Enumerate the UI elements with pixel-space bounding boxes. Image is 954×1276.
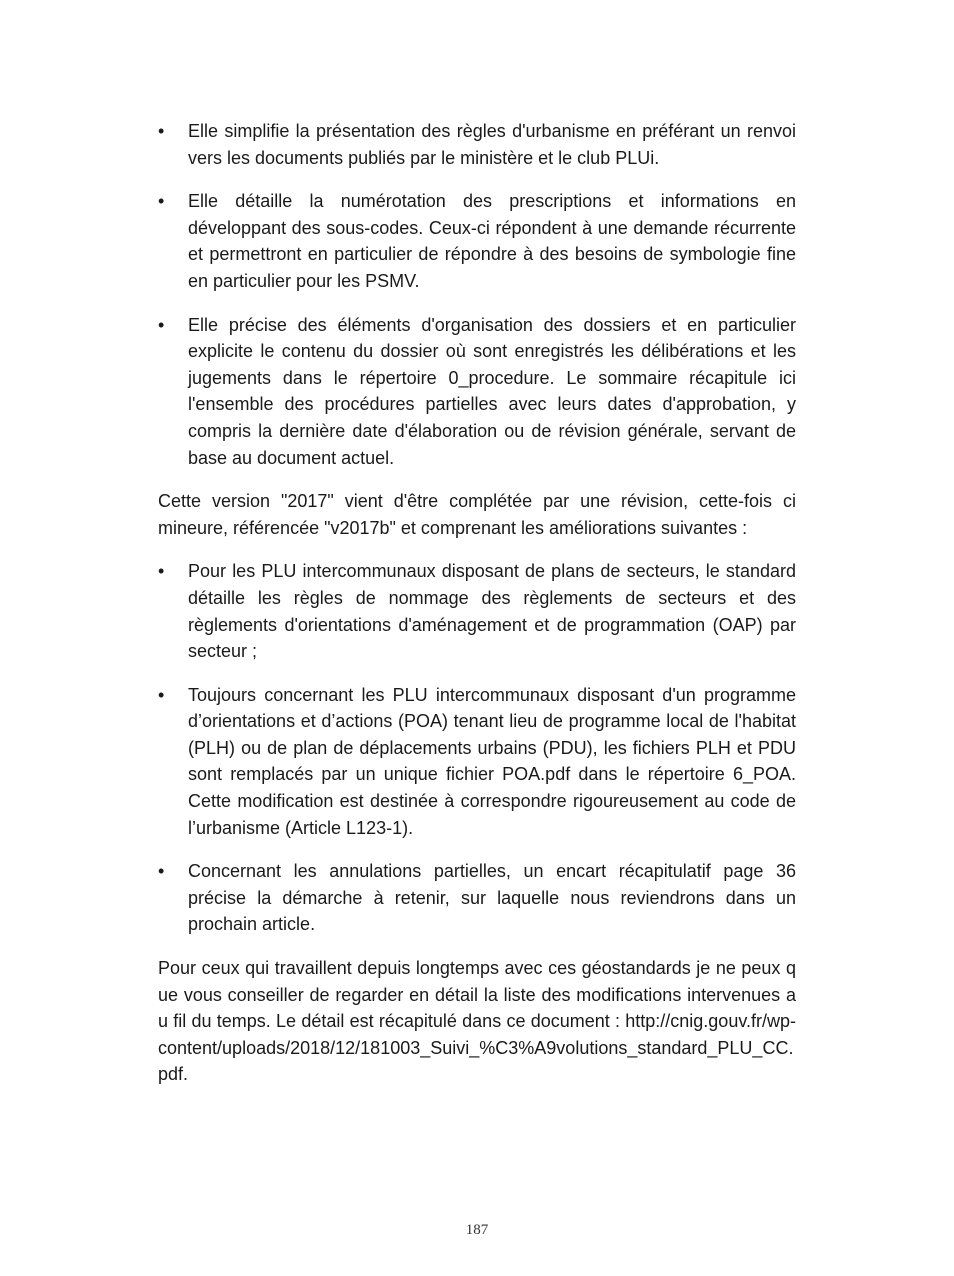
list-item [158, 188, 796, 294]
bullet-icon: • [158, 561, 165, 582]
bullet-list-improvements [158, 558, 796, 938]
list-item-text: Elle simplifie la présentation des règles d'urbanisme en préférant un renvoi vers les documents publiés par le ministère et le club PLUi. [188, 121, 796, 168]
list-item-text: Toujours concernant les PLU intercommunaux disposant d'un programme d’orientations et d’actions (POA) tenant lieu de programme local de l'habitat (PLH) ou de plan de déplacements urbains (PDU), les fichiers PLH et PDU sont remplacés par un unique fichier POA.pdf dans le répertoire 6_POA. Cette modification est destinée à correspondre rigoureusement au code de l’urbanisme (Article L123-1). [188, 684, 796, 838]
intro-paragraph: Cette version "2017" vient d'être complétée par une révision, cette-fois ci mineure, référencée "v2017b" et comprenant les améliorations suivantes : [158, 491, 796, 538]
list-item-text: Elle détaille la numérotation des prescriptions et informations en développant des sous-codes. Ceux-ci répondent à une demande récurrente et permettront en particulier de répondre à des besoins de symbologie fine en particulier pour les PSMV. [188, 191, 796, 291]
closing-paragraph: Pour ceux qui travaillent depuis longtemps avec ces géostandards je ne peux que vous conseiller de regarder en détail la liste des modifications intervenues au fil du temps. Le détail est récapitulé dans ce document : http://cnig.gouv.fr/wp-content/uploads/2018/12/181003_Suivi_%C3%A9volutions_standard_PLU_CC.pdf. [158, 958, 796, 1085]
list-item [158, 858, 796, 938]
list-item-text: Elle précise des éléments d'organisation des dossiers et en particulier explicite le contenu du dossier où sont enregistrés les délibérations et les jugements dans le répertoire 0_procedure. Le sommaire récapitule ici l'ensemble des procédures partielles avec leurs dates d'approbation, y compris la dernière date d'élaboration ou de révision générale, servant de base au document actuel. [188, 314, 796, 468]
bullet-list-changes [158, 118, 796, 471]
bullet-icon: • [158, 191, 165, 212]
list-item [158, 682, 796, 842]
list-item [158, 118, 796, 171]
list-item [158, 312, 796, 472]
list-item-text: Concernant les annulations partielles, un encart récapitulatif page 36 précise la démarche à retenir, sur laquelle nous reviendrons dans un prochain article. [188, 861, 796, 935]
page-number: 187 [465, 1222, 489, 1238]
list-item-text: Pour les PLU intercommunaux disposant de plans de secteurs, le standard détaille les règles de nommage des règlements de secteurs et des règlements d'orientations d'aménagement et de programmation (OAP) par secteur ; [188, 561, 796, 662]
bullet-icon: • [158, 314, 165, 335]
list-item [158, 558, 796, 664]
document-body [158, 118, 796, 1105]
bullet-icon: • [158, 684, 165, 705]
bullet-icon: • [158, 861, 165, 882]
bullet-icon: • [158, 121, 165, 141]
